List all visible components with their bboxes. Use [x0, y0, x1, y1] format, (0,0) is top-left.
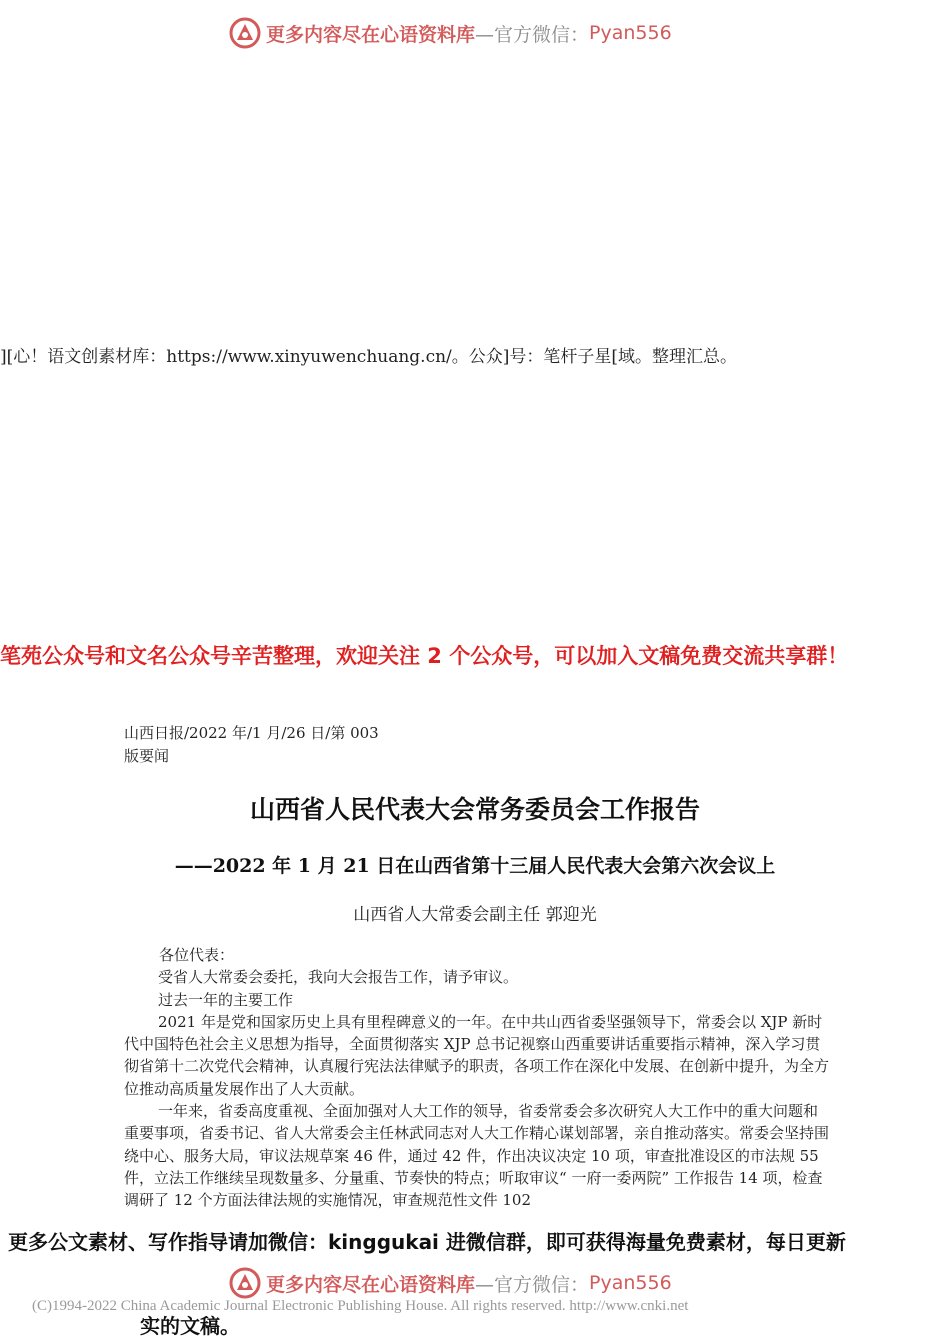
brand-logo-icon	[228, 16, 262, 50]
paragraph: 一年来，省委高度重视、全面加强对人大工作的领导，省委常委会多次研究人大工作中的重大问题和重要事项，省委书记、省人大常委会主任林武同志对人大工作精心谋划部署，亲自推动落实。常委会坚持围绕中心、服务大局，审议法规草案 46 件，通过 42 件，作出决议决定 10 项，审查批准设区的市法规 55 件，立法工作继续呈现数量多、分量重、节奏快的特点；听取审议“ 一府一委两院” 工作报告 14 项，检查调研了 12 个方面法律法规的实施情况，审查规范性文件 102	[124, 1102, 830, 1210]
page-subtitle: ——2022 年 1 月 21 日在山西省第十三届人民代表大会第六次会议上	[174, 855, 776, 877]
bottom-banner: 更多公文素材、写作指导请加微信：kinggukai 进微信群，即可获得海量免费素材，每日更新	[0, 1226, 950, 1255]
watermark-top	[228, 16, 672, 50]
watermark-account: Pyan556	[589, 22, 672, 44]
paragraph: 受省人大常委会委托，我向大会报告工作，请予审议。	[158, 968, 519, 987]
paragraph: 各位代表：	[159, 946, 235, 964]
paragraph: 过去一年的主要工作	[158, 990, 294, 1009]
cut-off-text: 实的文稿。	[140, 1314, 240, 1338]
page-title: 山西省人民代表大会常务委员会工作报告	[249, 795, 700, 824]
watermark-brand: 更多内容尽在心语资料库	[266, 1273, 476, 1296]
red-banner: 笔苑公众号和文名公众号辛苦整理，欢迎关注 2 个公众号，可以加入文稿免费交流共享群！	[0, 644, 849, 668]
paragraph: 2021 年是党和国家历史上具有里程碑意义的一年。在中共山西省委坚强领导下，常委会以 XJP 新时代中国特色社会主义思想为指导，全面贯彻落实 XJP 总书记视察山西重要讲话重要指示精神，深入学习贯彻省第十二次党代会精神，认真履行宪法法律赋予的职责，各项工作在深化中发展、在创新中提升，为全方位推动高质量发展作出了人大贡献。	[124, 1012, 830, 1098]
brand-logo-icon	[228, 1266, 262, 1300]
watermark-separator: —官方微信：	[475, 23, 590, 46]
meta-line-1: 山西日报/2022 年/1 月/26 日/第 003	[124, 724, 379, 742]
author-line: 山西省人大常委会副主任 郭迎光	[353, 905, 597, 925]
copyright-line: (C)1994-2022 China Academic Journal Electronic Publishing House. All rights reserved. http://www.cnki.net	[32, 1298, 689, 1314]
source-line: ][心！语文创素材库：https://www.xinyuwenchuang.cn/。公众]号：笔杆子星[域。整理汇总。	[0, 347, 738, 367]
meta-line-2: 版要闻	[124, 747, 170, 765]
watermark-bottom	[228, 1266, 672, 1300]
watermark-separator: —官方微信：	[475, 1273, 590, 1296]
watermark-account: Pyan556	[589, 1272, 672, 1294]
watermark-brand: 更多内容尽在心语资料库	[266, 23, 476, 46]
article-body	[124, 944, 832, 1212]
